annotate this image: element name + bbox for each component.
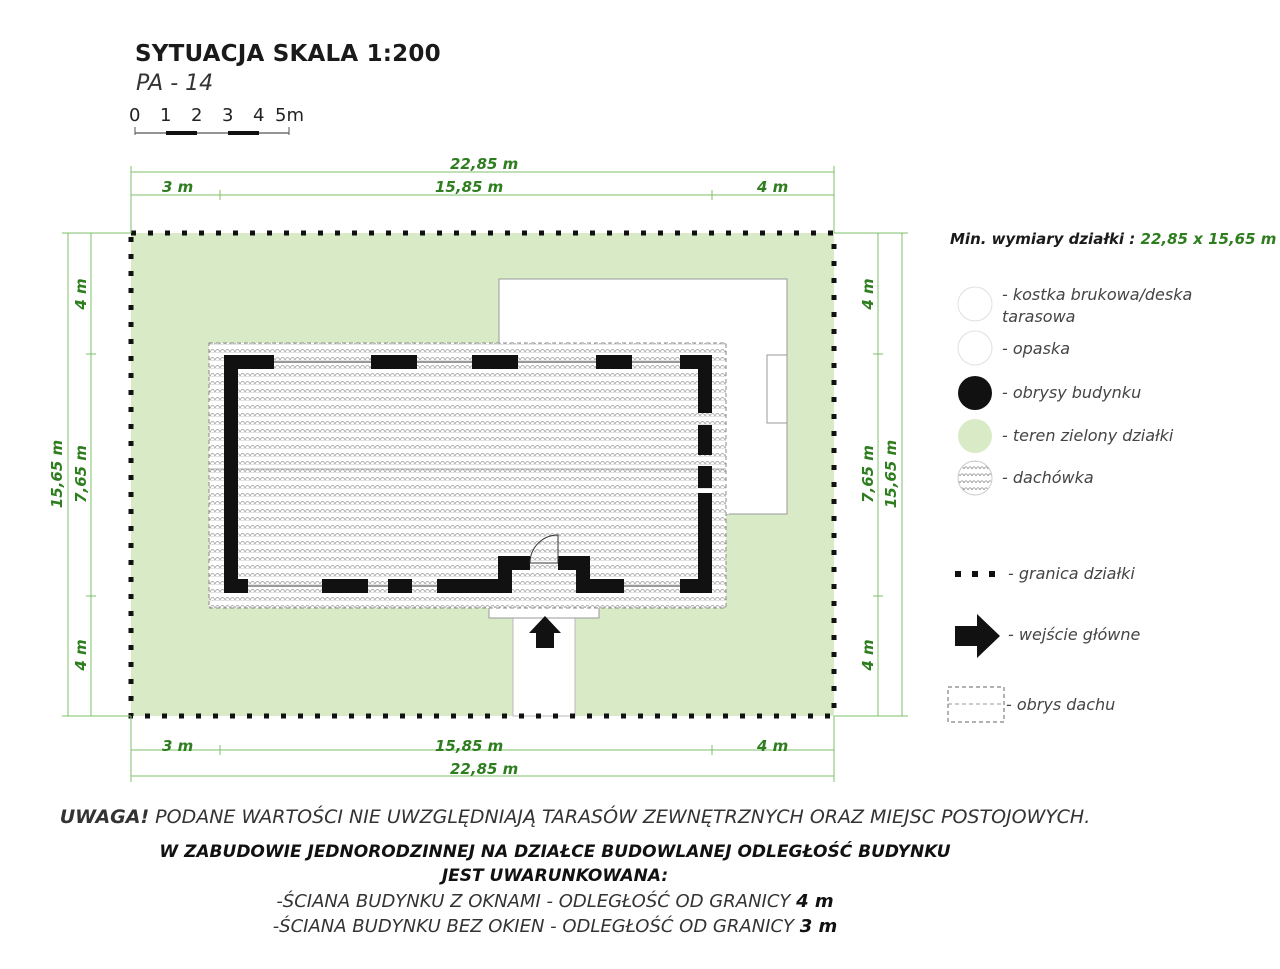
dim-bottom-total: 22,85 m (450, 760, 519, 778)
legend-boundary: - granica działki (1008, 564, 1135, 583)
warning-note (0, 806, 1150, 828)
min-dims-value: 22,85 x 15,65 m (1140, 230, 1277, 248)
dim-bottom-mid: 15,85 m (435, 737, 504, 755)
scale-label-0: 0 (129, 105, 141, 126)
dim-bottom-left: 3 m (162, 737, 194, 755)
scale-label-4: 4 (253, 105, 265, 126)
rule-line-2: JEST UWARUNKOWANA: (441, 866, 669, 886)
legend-paving-cont: tarasowa (1002, 307, 1076, 326)
dim-left-top: 4 m (72, 278, 90, 310)
dim-right-total: 15,65 m (882, 439, 900, 509)
min-plot-dimensions (950, 230, 1276, 248)
legend-roof: - obrys dachu (1006, 695, 1116, 714)
min-dims-label: Min. wymiary działki : (950, 230, 1136, 248)
dim-top-total: 22,85 m (450, 155, 519, 173)
scale-label-5: 5m (275, 105, 304, 126)
dim-top-left: 3 m (162, 178, 194, 196)
scale-label-2: 2 (191, 105, 203, 126)
legend-outline: - obrysy budynku (1002, 383, 1142, 402)
condition-no-windows-value: 3 m (799, 916, 838, 937)
roof-tiles (209, 343, 726, 608)
dim-right-mid: 7,65 m (859, 445, 877, 503)
condition-windows-text: -ŚCIANA BUDYNKU Z OKNAMI - ODLEGŁOŚĆ OD GRANICY (276, 891, 797, 912)
warning-label: UWAGA! (59, 806, 150, 828)
legend-band: - opaska (1002, 339, 1071, 358)
page-title: SYTUACJA SKALA 1:200 (135, 41, 441, 67)
dim-right-top: 4 m (859, 278, 877, 310)
dim-top-mid: 15,85 m (435, 178, 504, 196)
legend-symbols (948, 287, 1004, 722)
dim-left-mid: 7,65 m (72, 445, 90, 503)
condition-windows-value: 4 m (796, 891, 834, 912)
dim-right-bottom: 4 m (859, 639, 877, 671)
rule-line-1: W ZABUDOWIE JEDNORODZINNEJ NA DZIAŁCE BUDOWLANEJ ODLEGŁOŚĆ BUDYNKU (159, 842, 951, 862)
scale-label-3: 3 (222, 105, 234, 126)
condition-windows (0, 891, 1130, 912)
project-code: PA - 14 (136, 71, 214, 96)
scale-bar (135, 127, 289, 135)
legend-tiles: - dachówka (1002, 468, 1094, 487)
scale-label-1: 1 (160, 105, 172, 126)
legend-entrance: - wejście główne (1008, 625, 1141, 644)
warning-text: PODANE WARTOŚCI NIE UWZGLĘDNIAJĄ TARASÓW ZEWNĘTRZNYCH ORAZ MIEJSC POSTOJOWYCH. (149, 806, 1091, 828)
condition-no-windows (0, 916, 1130, 937)
dim-top-right: 4 m (757, 178, 789, 196)
dim-left-total: 15,65 m (48, 439, 66, 509)
dim-bottom-right: 4 m (757, 737, 789, 755)
legend-paving: - kostka brukowa/deska (1002, 285, 1193, 304)
condition-no-windows-text: -ŚCIANA BUDYNKU BEZ OKIEN - ODLEGŁOŚĆ OD GRANICY (272, 916, 800, 937)
legend-green: - teren zielony działki (1002, 426, 1174, 445)
dim-left-bottom: 4 m (72, 639, 90, 671)
